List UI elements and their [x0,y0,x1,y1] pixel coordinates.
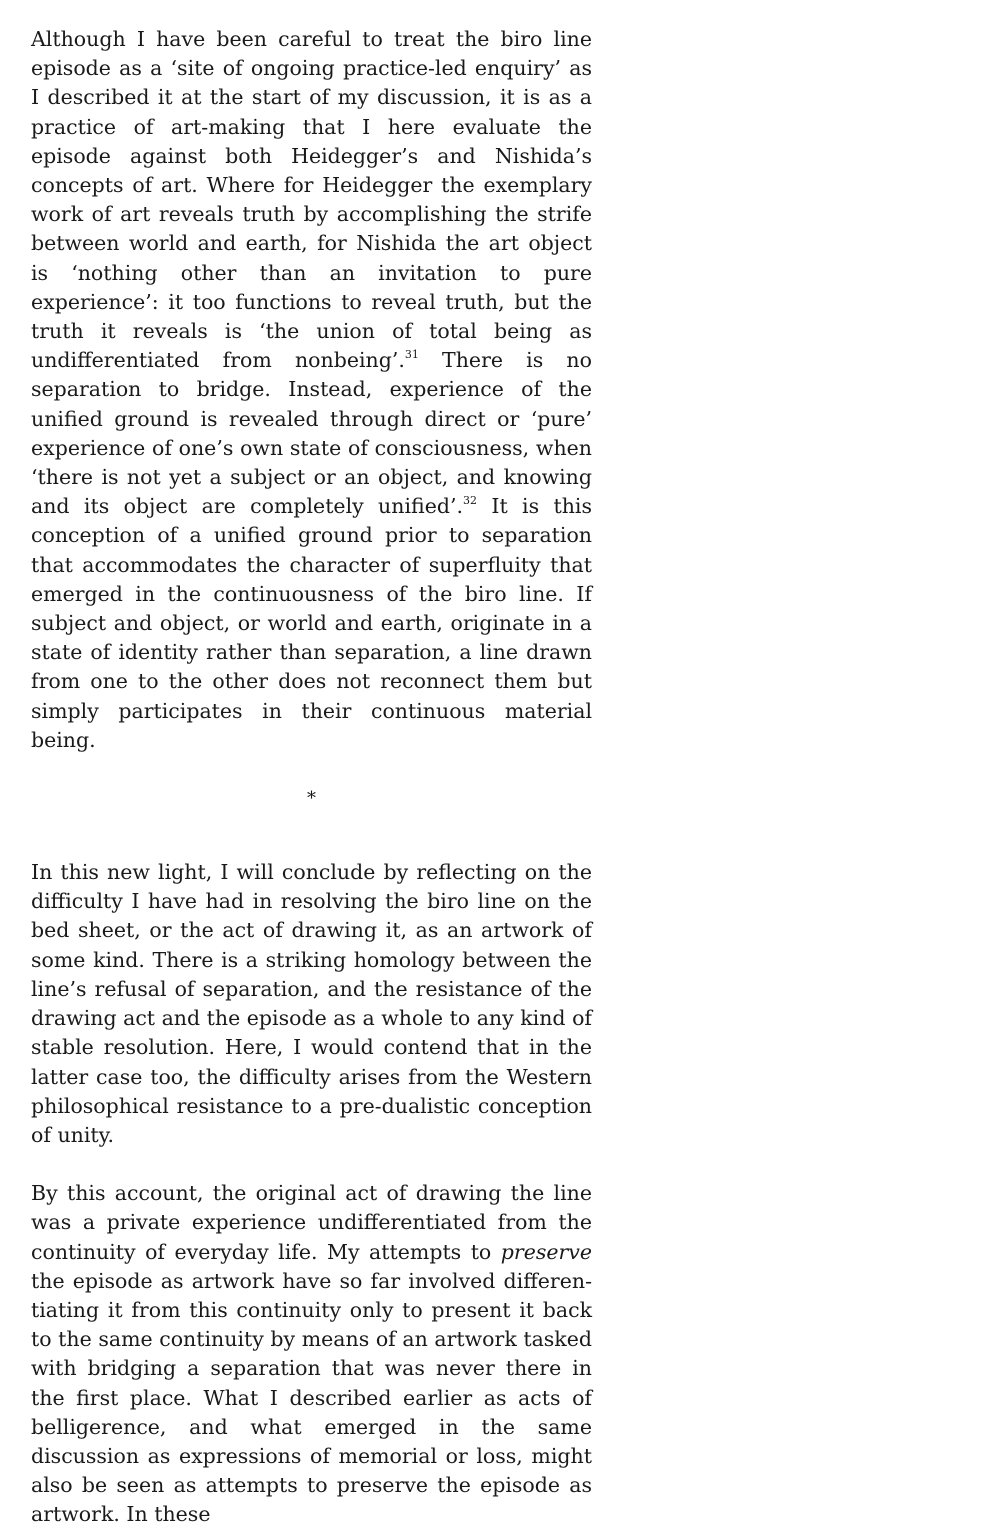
paragraph-text: There is no separation to bridge. Instead, experience of the unified ground is revealed through direct or ‘pure’ experience of one’s own state of consciousness, when ‘there is not yet a subject or an object, and knowing and its object are completely unified’. [31,348,592,519]
document-page [31,25,592,1530]
body-paragraph: In this new light, I will conclude by reflecting on the difficulty I have had in resolving the biro line on the bed sheet, or the act of drawing it, as an artwork of some kind. There is a striking homology between the line’s refusal of separation, and the resistance of the drawing act and the episode as a whole to any kind of stable resolution. Here, I would contend that in the latter case too, the difficulty arises from the Western philosophical resistance to a pre-dualistic conception of unity. [31,860,592,1147]
footnote-marker[interactable]: 31 [404,348,419,362]
emphasis-text: preserve [500,1239,592,1264]
body-paragraph [31,1179,592,1529]
footnote-marker[interactable]: 32 [462,494,477,508]
paragraph-text: It is this conception of a unified ground prior to separation that accommodates the character of superfluity that emerged in the continuousness of the biro line. If subject and object, or world and earth, originate in a state of identity rather than separation, a line drawn from one to the other does not reconnect them but simply participates in their continuous material being. [31,494,592,752]
paragraph-text: Although I have been careful to treat the biro line episode as a ‘site of ongoing practice-led enquiry’ as I described it at the start of my discussion, it is as a practice of art-making that I here evaluate the episode against both Heidegger’s and Nishida’s concepts of art. Where for Heidegger the exemplary work of art reveals truth by accomplishing the strife between world and earth, for Nishida the art object is ‘nothing other than an invitation to pure experience’: it too functions to reveal truth, but the truth it reveals is ‘the union of total being as undifferentiated from nonbeing’. [31,27,592,373]
body-paragraph [31,25,592,755]
paragraph-text: By this account, the original act of drawing the line was a private experience undifferentiated from the continuity of everyday life. My attempts to [31,1181,592,1264]
paragraph-text: the episode as artwork have so far involved differentiating it from this continuity only to present it back to the same continuity by means of an artwork tasked with bridging a separation that was never there in the first place. What I described earlier as acts of belligerence, and what emerged in the same discussion as expressions of memorial or loss, might also be seen as attempts to preserve the episode as artwork. In these [31,1268,592,1527]
section-break: * [307,788,316,810]
